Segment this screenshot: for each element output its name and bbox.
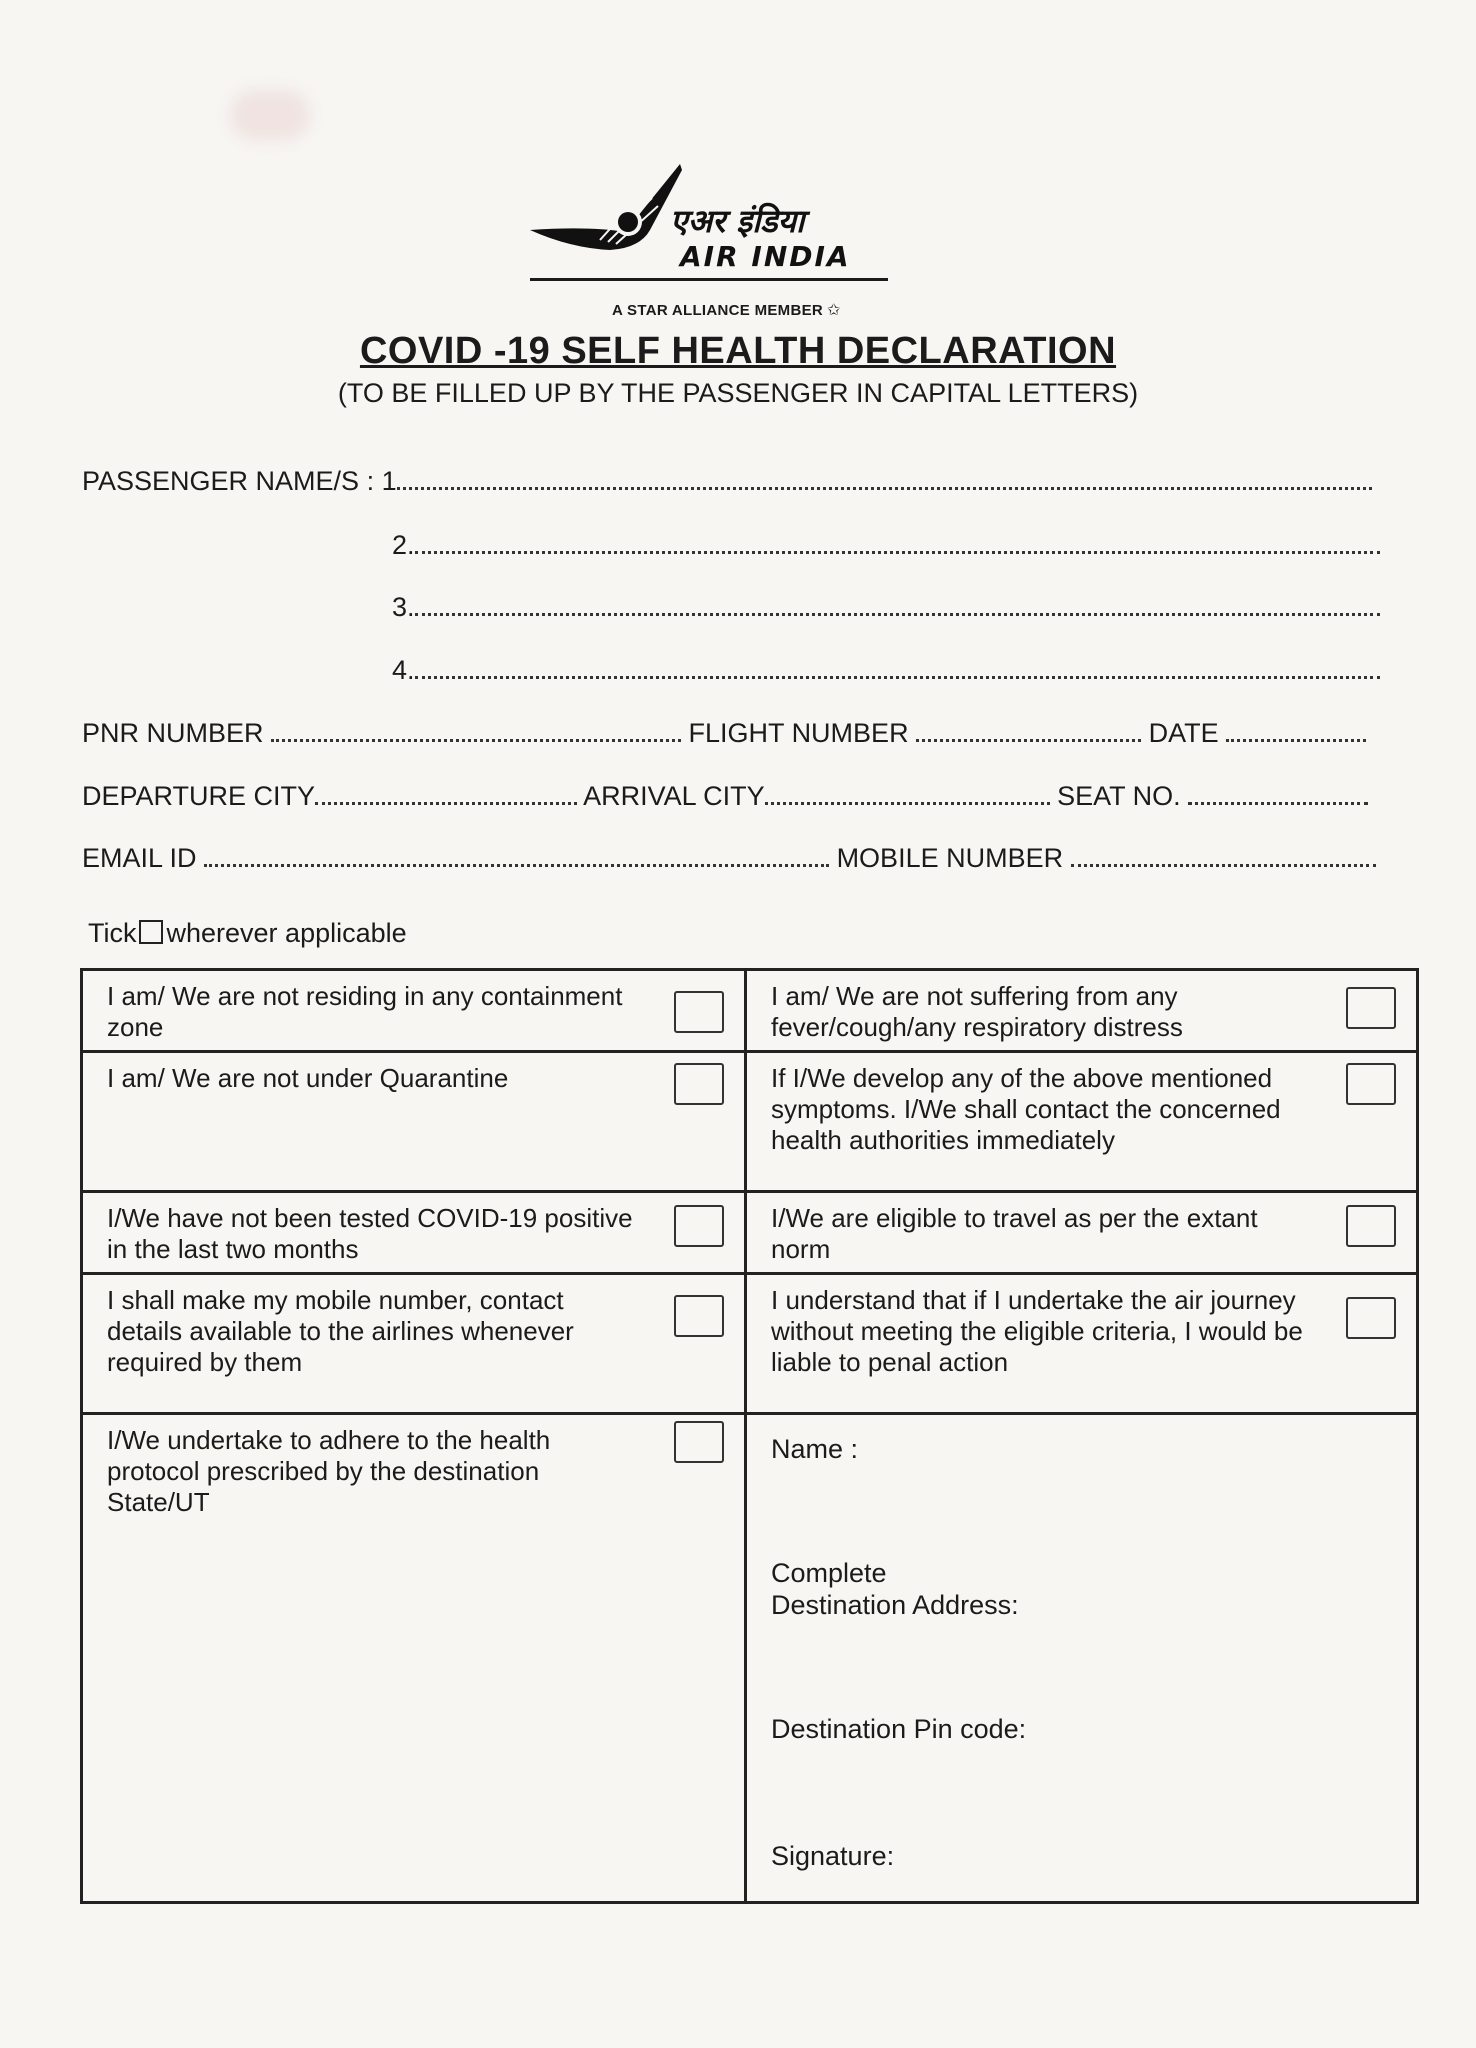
table-row [82, 1274, 1418, 1414]
city-seat-row [82, 781, 1368, 812]
penal-action-acknowledgement-checkbox[interactable] [1346, 1297, 1396, 1339]
passenger-name-row-3[interactable] [392, 592, 1380, 623]
tick-instruction [88, 918, 407, 949]
page-title: COVID -19 SELF HEALTH DECLARATION [359, 330, 1117, 372]
passenger-name-2-line[interactable] [415, 545, 1380, 554]
email-line[interactable] [204, 858, 829, 867]
date-label: DATE [1148, 718, 1219, 748]
table-row [82, 1414, 1418, 1903]
declaration-text: I/We are eligible to travel as per the extant norm [771, 1203, 1258, 1264]
declaration-cell [746, 970, 1418, 1052]
page-subtitle: (TO BE FILLED UP BY THE PASSENGER IN CAPITAL LETTERS) [337, 378, 1139, 408]
email-label: EMAIL ID [82, 843, 197, 873]
passenger-number-1: 1 [381, 466, 397, 496]
signature-label: Signature: [771, 1841, 895, 1871]
paper-smudge [230, 90, 310, 140]
not-in-containment-zone-checkbox[interactable] [674, 991, 724, 1033]
passenger-name-row-2[interactable] [392, 530, 1380, 561]
mobile-number-line[interactable] [1071, 858, 1376, 867]
no-symptoms-checkbox[interactable] [1346, 987, 1396, 1029]
tick-suffix: wherever applicable [166, 918, 407, 948]
declaration-text: I understand that if I undertake the air journey without meeting the eligible criteria, I would be liable to penal action [771, 1285, 1303, 1377]
declaration-cell [746, 1192, 1418, 1274]
logo-hindi-text: एअर इंडिया [670, 202, 805, 240]
destination-address-label-line-2: Destination Address: [771, 1590, 1019, 1620]
departure-city-line[interactable] [315, 796, 577, 805]
pnr-label: PNR NUMBER [82, 718, 264, 748]
declaration-table [80, 968, 1419, 1904]
declaration-text: I am/ We are not under Quarantine [107, 1063, 509, 1093]
declaration-text: I shall make my mobile number, contact details available to the airlines whenever required by them [107, 1285, 574, 1377]
adhere-health-protocol-checkbox[interactable] [674, 1421, 724, 1463]
passenger-number-2: 2. [392, 530, 415, 560]
departure-city-label: DEPARTURE CITY [82, 781, 316, 811]
destination-address-field[interactable] [771, 1557, 1019, 1621]
arrival-city-line[interactable] [765, 796, 1050, 805]
star-alliance-text: A STAR ALLIANCE MEMBER [612, 302, 824, 319]
declaration-text: I am/ We are not residing in any containment zone [107, 981, 623, 1042]
not-tested-positive-checkbox[interactable] [674, 1205, 724, 1247]
table-row [82, 970, 1418, 1052]
table-row [82, 1192, 1418, 1274]
contact-authorities-checkbox[interactable] [1346, 1063, 1396, 1105]
passenger-details-cell [746, 1414, 1418, 1903]
passenger-names-label: PASSENGER NAME/S : [82, 466, 375, 496]
declaration-cell [82, 1052, 746, 1192]
declaration-cell [82, 1274, 746, 1414]
air-india-logo [530, 160, 890, 290]
not-in-quarantine-checkbox[interactable] [674, 1063, 724, 1105]
declaration-text: I am/ We are not suffering from any fever/cough/any respiratory distress [771, 981, 1183, 1042]
arrival-city-label: ARRIVAL CITY [583, 781, 765, 811]
passenger-number-4: 4. [392, 655, 415, 685]
destination-pin-label: Destination Pin code: [771, 1714, 1027, 1744]
star-alliance-tagline [612, 300, 841, 320]
name-label: Name : [771, 1434, 859, 1464]
contact-row [82, 843, 1376, 874]
destination-pin-field[interactable] [771, 1713, 1026, 1745]
eligible-to-travel-checkbox[interactable] [1346, 1205, 1396, 1247]
declaration-cell [82, 1414, 746, 1903]
share-contact-details-checkbox[interactable] [674, 1295, 724, 1337]
seat-number-label: SEAT NO. [1057, 781, 1181, 811]
declaration-cell [82, 970, 746, 1052]
passenger-name-row-1[interactable] [82, 466, 1372, 497]
table-row [82, 1052, 1418, 1192]
star-alliance-icon: ✩ [827, 302, 841, 319]
pnr-flight-date-row [82, 718, 1366, 749]
name-field[interactable] [771, 1433, 858, 1465]
date-line[interactable] [1226, 733, 1366, 742]
declaration-text: I/We have not been tested COVID-19 positive in the last two months [107, 1203, 633, 1264]
centaur-wing-logo-icon [530, 160, 890, 280]
declaration-cell [746, 1274, 1418, 1414]
declaration-cell [82, 1192, 746, 1274]
passenger-name-row-4[interactable] [392, 655, 1380, 686]
signature-field[interactable] [771, 1840, 894, 1872]
passenger-name-4-line[interactable] [415, 670, 1380, 679]
tick-example-checkbox-icon [139, 920, 163, 944]
logo-english-text: AIR INDIA [680, 240, 851, 273]
logo-underline [530, 278, 888, 281]
mobile-number-label: MOBILE NUMBER [836, 843, 1064, 873]
passenger-name-1-line[interactable] [397, 481, 1372, 490]
declaration-text: I/We undertake to adhere to the health protocol prescribed by the destination State/UT [107, 1425, 551, 1517]
passenger-name-3-line[interactable] [415, 607, 1380, 616]
pnr-line[interactable] [271, 733, 681, 742]
destination-address-label-line-1: Complete [771, 1558, 887, 1588]
seat-number-line[interactable] [1188, 796, 1368, 805]
tick-prefix: Tick [88, 918, 137, 948]
declaration-text: If I/We develop any of the above mentioned symptoms. I/We shall contact the concerned health authorities immediately [771, 1063, 1281, 1155]
flight-number-label: FLIGHT NUMBER [688, 718, 909, 748]
declaration-cell [746, 1052, 1418, 1192]
flight-number-line[interactable] [916, 733, 1141, 742]
passenger-number-3: 3. [392, 592, 415, 622]
